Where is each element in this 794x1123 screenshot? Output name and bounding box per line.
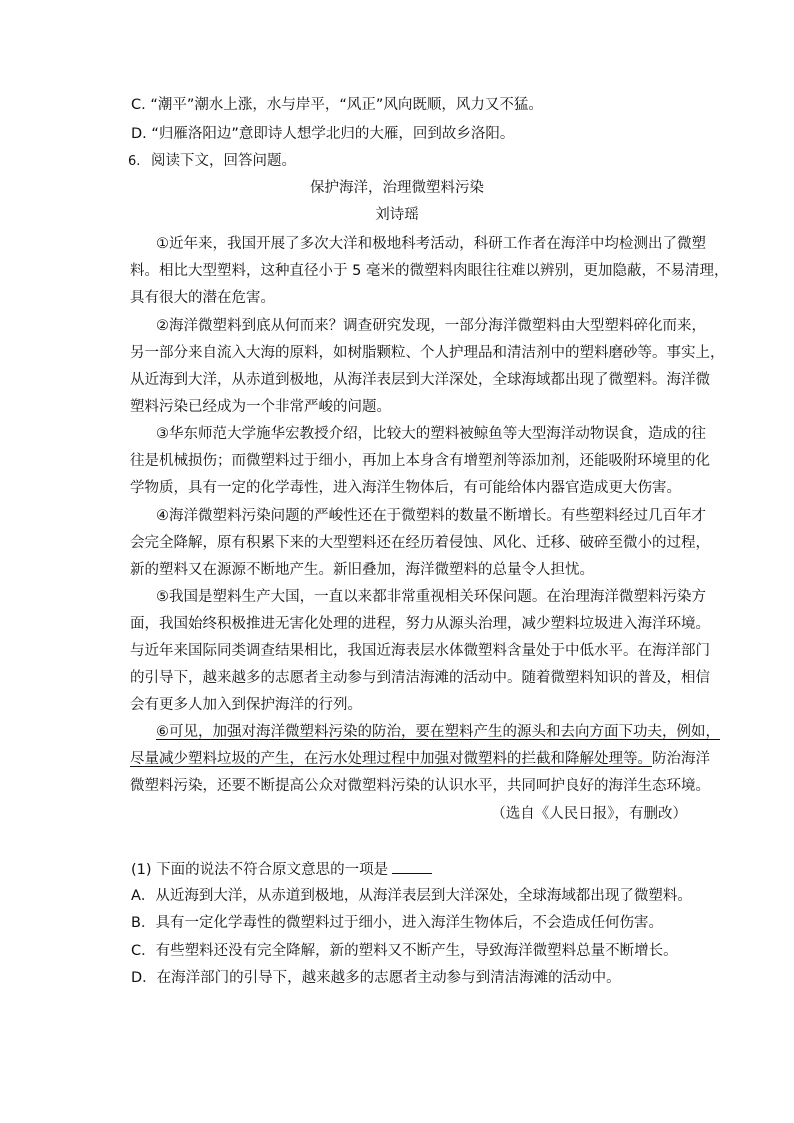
sub-question-1 xyxy=(131,859,432,880)
article-line: ②海洋微塑料到底从何而来？调查研究发现，一部分海洋微塑料由大型塑料碎化而来， xyxy=(156,318,706,334)
article-line-mixed xyxy=(130,749,710,769)
sub-option-c: C．有些塑料还没有完全降解，新的塑料又不断产生，导致海洋微塑料总量不断增长。 xyxy=(131,943,678,959)
article-line: 学物质，具有一定的化学毒性，进入海洋生物体后，有可能给体内器官造成更大伤害。 xyxy=(130,480,681,496)
option-c: C. “潮平”潮水上涨，水与岸平，“风正”风向既顺，风力又不猛。 xyxy=(131,97,543,113)
article-line-underlined: ⑥可见，加强对海洋微塑料污染的防治，要在塑料产生的源头和去向方面下功夫，例如， xyxy=(156,724,720,740)
sub-option-d: D．在海洋部门的引导下，越来越多的志愿者主动参与到清洁海滩的活动中。 xyxy=(131,970,621,986)
article-line: 新的塑料又在源源不断地产生。新旧叠加，海洋微塑料的总量令人担忧。 xyxy=(130,562,594,578)
article-line: ①近年来，我国开展了多次大洋和极地科考活动，科研工作者在海洋中均检测出了微塑 xyxy=(156,236,706,252)
article-title: 保护海洋，治理微塑料污染 xyxy=(310,180,484,196)
article-line: 从近海到大洋，从赤道到极地，从海洋表层到大洋深处，全球海域都出现了微塑料。海洋微 xyxy=(130,372,710,388)
option-d: D. “归雁洛阳边”意即诗人想学北归的大雁，回到故乡洛阳。 xyxy=(131,126,515,142)
article-line: ⑤我国是塑料生产大国，一直以来都非常重视相关环保问题。在治理海洋微塑料污染方 xyxy=(156,589,706,605)
answer-blank[interactable] xyxy=(392,859,432,874)
question-prompt: 阅读下文，回答问题。 xyxy=(151,153,297,169)
article-line: 会有更多人加入到保护海洋的行列。 xyxy=(130,697,362,713)
question-6 xyxy=(128,151,296,172)
article-line: 的引导下，越来越多的志愿者主动参与到清洁海滩的活动中。随着微塑料知识的普及，相信 xyxy=(130,670,710,686)
article-author: 刘诗瑶 xyxy=(375,207,419,223)
sub-option-a: A．从近海到大洋，从赤道到极地，从海洋表层到大洋深处，全球海域都出现了微塑料。 xyxy=(131,888,692,904)
article-source: （选自《人民日报》，有删改） xyxy=(491,806,687,822)
sub-option-b: B．具有一定化学毒性的微塑料过于细小，进入海洋生物体后，不会造成任何伤害。 xyxy=(131,915,663,931)
article-line: 具有很大的潜在危害。 xyxy=(130,290,275,306)
article-line: 塑料污染已经成为一个非常严峻的问题。 xyxy=(130,399,391,415)
article-line: 与近年来国际同类调查结果相比，我国近海表层水体微塑料含量处于中低水平。在海洋部门 xyxy=(130,643,710,659)
question-number: 6. xyxy=(128,154,141,169)
article-line: ③华东师范大学施华宏教授介绍，比较大的塑料被鲸鱼等大型海洋动物误食，造成的往 xyxy=(156,426,706,442)
article-line: 微塑料污染，还要不断提高公众对微塑料污染的认识水平，共同呵护良好的海洋生态环境。 xyxy=(130,778,710,794)
article-line: 另一部分来自流入大海的原料，如树脂颗粒、个人护理品和清洁剂中的塑料磨砂等。事实上， xyxy=(130,345,725,361)
article-line: 面，我国始终积极推进无害化处理的进程，努力从源头治理，减少塑料垃圾进入海洋环境。 xyxy=(130,616,710,632)
sub-question-label: (1) 下面的说法不符合原文意思的一项是 xyxy=(131,862,389,878)
article-line: 往是机械损伤；而微塑料过于细小，再加上本身含有增塑剂等添加剂，还能吸附环境里的化 xyxy=(130,453,710,469)
article-line: ④海洋微塑料污染问题的严峻性还在于微塑料的数量不断增长。有些塑料经过几百年才 xyxy=(156,508,706,524)
underlined-text: 尽量减少塑料垃圾的产生，在污水处理过程中加强对微塑料的拦截和降解处理等。 xyxy=(130,751,652,767)
plain-text: 防治海洋 xyxy=(652,751,710,767)
article-line: 料。相比大型塑料，这种直径小于 5 毫米的微塑料肉眼往往难以辨别，更加隐蔽，不易清理， xyxy=(130,263,729,279)
article-line: 会完全降解，原有积累下来的大型塑料还在经历着侵蚀、风化、迁移、破碎至微小的过程， xyxy=(130,535,710,551)
